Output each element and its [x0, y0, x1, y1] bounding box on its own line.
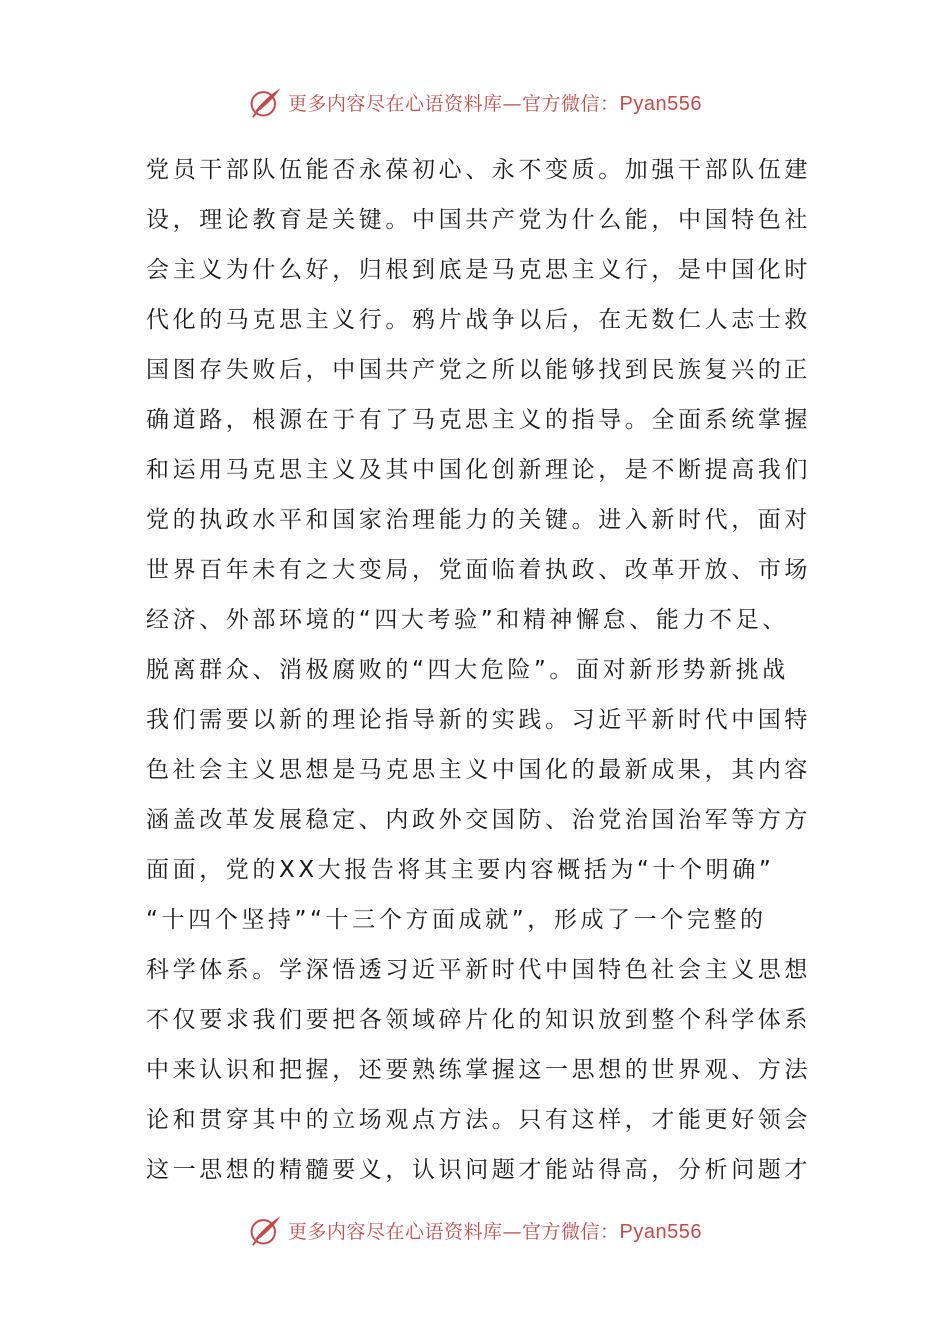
body-text-line: 我们需要以新的理论指导新的实践。习近平新时代中国特 — [146, 707, 811, 733]
body-text-line: 党的执政水平和国家治理能力的关键。进入新时代，面对 — [146, 507, 811, 533]
quill-pen-logo-icon — [248, 1212, 284, 1248]
header-banner-label: 更多内容尽在心语资料库—官方微信： — [288, 92, 620, 115]
body-text-line: 和运用马克思主义及其中国化创新理论，是不断提高我们 — [146, 457, 811, 483]
body-text-line: 经济、外部环境的“四大考验”和精神懈怠、能力不足、 — [146, 607, 789, 633]
body-text-line: 世界百年未有之大变局，党面临着执政、改革开放、市场 — [146, 557, 811, 583]
footer-banner-label: 更多内容尽在心语资料库—官方微信： — [288, 1220, 620, 1243]
body-text-line: 确道路，根源在于有了马克思主义的指导。全面系统掌握 — [146, 407, 811, 433]
body-text-line: 党员干部队伍能否永葆初心、永不变质。加强干部队伍建 — [146, 157, 811, 183]
body-text-line: 代化的马克思主义行。鸦片战争以后，在无数仁人志士救 — [146, 307, 811, 333]
body-text-line: 国图存失败后，中国共产党之所以能够找到民族复兴的正 — [146, 357, 811, 383]
body-text-line: 中来认识和把握，还要熟练掌握这一思想的世界观、方法 — [146, 1057, 811, 1083]
body-text-line: 面面，党的XX大报告将其主要内容概括为“十个明确” — [146, 857, 775, 883]
body-text-line: 论和贯穿其中的立场观点方法。只有这样，才能更好领会 — [146, 1107, 811, 1133]
quill-pen-logo-icon — [248, 84, 284, 120]
body-text-line: 科学体系。学深悟透习近平新时代中国特色社会主义思想 — [146, 957, 811, 983]
body-text-line: 色社会主义思想是马克思主义中国化的最新成果，其内容 — [146, 757, 811, 783]
body-text-line: 脱离群众、消极腐败的“四大危险”。面对新形势新挑战 — [146, 657, 789, 683]
body-text-line: 不仅要求我们要把各领域碎片化的知识放到整个科学体系 — [146, 1007, 811, 1033]
body-text-line: 涵盖改革发展稳定、内政外交国防、治党治国治军等方方 — [146, 807, 811, 833]
body-text-line: 这一思想的精髓要义，认识问题才能站得高，分析问题才 — [146, 1157, 811, 1183]
header-banner-text — [288, 89, 702, 116]
header-banner — [0, 82, 950, 122]
document-body — [146, 145, 811, 1195]
body-text-line: “十四个坚持”“十三个方面成就”，形成了一个完整的 — [146, 907, 767, 933]
header-wechat-handle: Pyan556 — [619, 92, 702, 115]
body-text-line: 设，理论教育是关键。中国共产党为什么能，中国特色社 — [146, 207, 811, 233]
body-text-line: 会主义为什么好，归根到底是马克思主义行，是中国化时 — [146, 257, 811, 283]
footer-banner-text — [288, 1217, 702, 1244]
footer-banner — [0, 1210, 950, 1250]
footer-wechat-handle: Pyan556 — [619, 1220, 702, 1243]
